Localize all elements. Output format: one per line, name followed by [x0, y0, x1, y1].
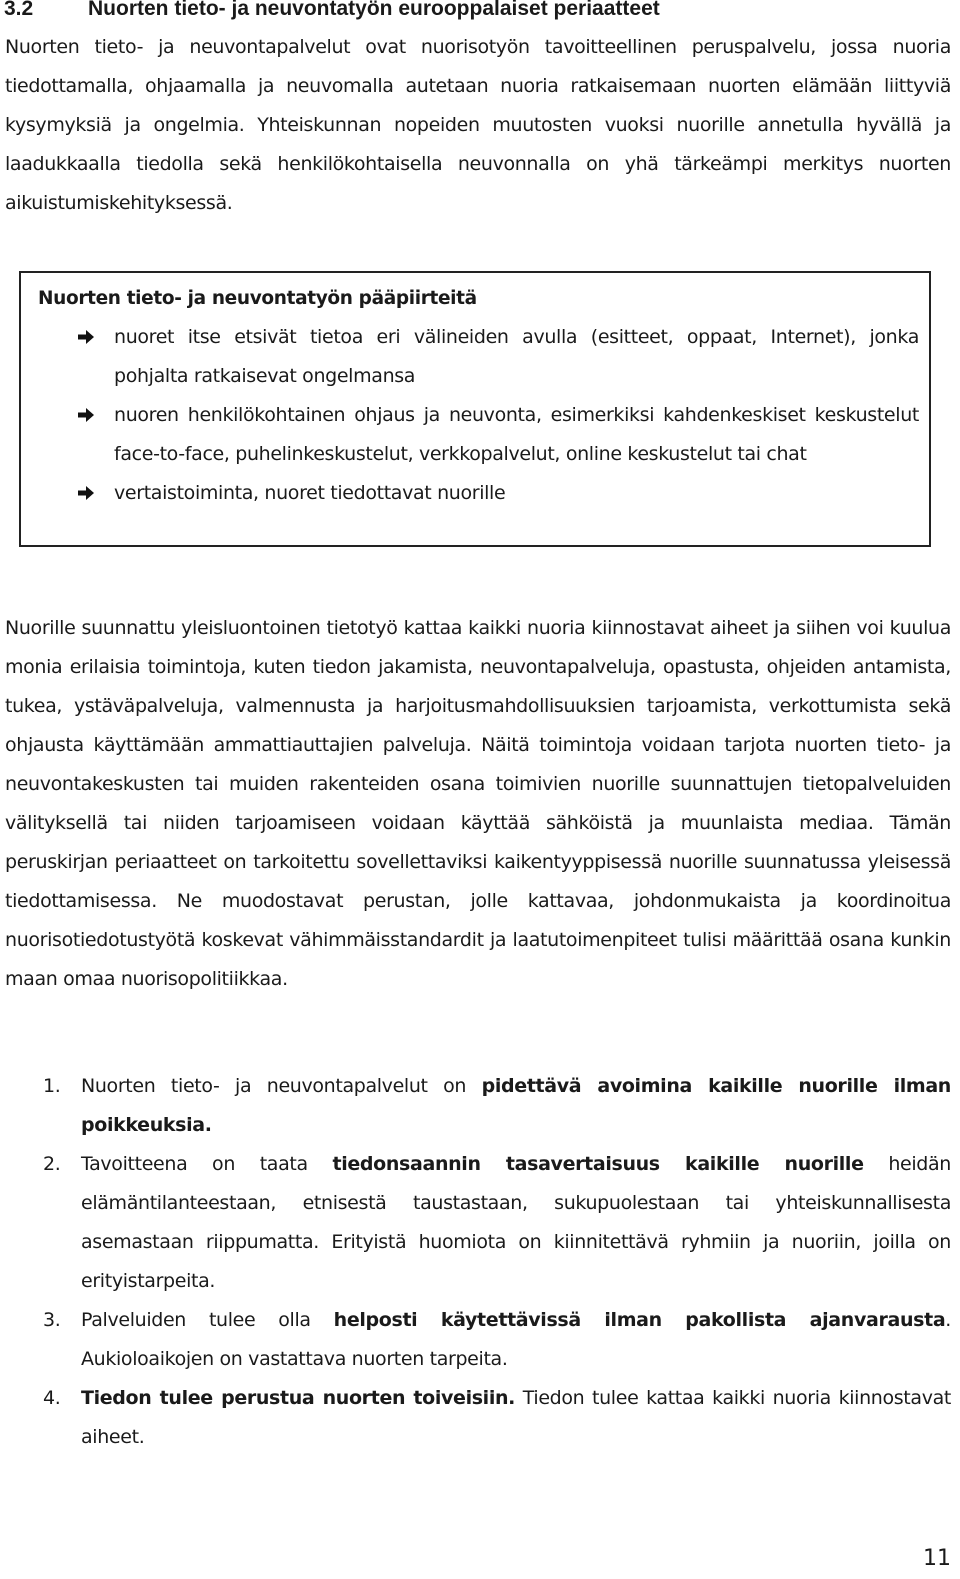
principle-item [0, 1067, 951, 1145]
principle-number: 3. [43, 1309, 61, 1331]
right-arrow-icon [77, 328, 95, 346]
section-title: Nuorten tieto- ja neuvontatyön eurooppalaiset periaatteet [88, 0, 660, 20]
features-item-text: vertaistoiminta, nuoret tiedottavat nuorille [114, 482, 506, 504]
principle-emphasis: helposti käytettävissä ilman pakollista ajanvarausta [333, 1309, 946, 1331]
principle-item [0, 1301, 951, 1379]
principle-lead: Palveluiden tulee olla [81, 1309, 334, 1331]
features-list [21, 318, 929, 513]
features-item-text: nuoret itse etsivät tietoa eri välineiden avulla (esitteet, oppaat, Internet), jonka pohjalta ratkaisevat ongelmansa [114, 326, 919, 387]
principle-item [0, 1379, 951, 1457]
principle-number: 1. [43, 1075, 61, 1097]
intro-paragraph: Nuorten tieto- ja neuvontapalvelut ovat nuorisotyön tavoitteellinen peruspalvelu, jossa nuoria tiedottamalla, ohjaamalla ja neuvomalla autetaan nuoria ratkaisemaan nuorten elämään liittyviä kysymyksiä ja ongelmia. Yhteiskunnan nopeiden muutosten vuoksi nuorille annetulla hyvällä ja laadukkaalla tiedolla sekä henkilökohtaisella neuvonnalla on yhä tärkeämpi merkitys nuorten aikuistumiskehityksessä. [5, 36, 951, 214]
principle-lead: Tavoitteena on taata [81, 1153, 333, 1175]
principle-number: 2. [43, 1153, 61, 1175]
page-number: 11 [923, 1546, 951, 1571]
principle-lead: Nuorten tieto- ja neuvontapalvelut on [81, 1075, 482, 1097]
principles-list [0, 1067, 951, 1457]
section-number: 3.2 [4, 0, 34, 20]
right-arrow-icon [77, 406, 95, 424]
principle-rest: heidän elämäntilanteestaan, etnisestä taustastaan, sukupuolestaan tai yhteiskunnallisesta asemastaan riippumatta. Erityistä huomiota on kiinnitettävä ryhmiin ja nuoriin, joilla on erityistarpeita. [81, 1153, 951, 1292]
principle-emphasis: Tiedon tulee perustua nuorten toiveisiin. [81, 1387, 516, 1409]
features-list-item [21, 318, 929, 396]
principle-number: 4. [43, 1387, 61, 1409]
principle-emphasis: tiedonsaannin tasavertaisuus kaikille nuorille [332, 1153, 864, 1175]
features-box [19, 271, 931, 547]
features-box-title: Nuorten tieto- ja neuvontatyön pääpiirteitä [38, 288, 477, 309]
features-list-item [21, 396, 929, 474]
features-item-text: nuoren henkilökohtainen ohjaus ja neuvonta, esimerkiksi kahdenkeskiset keskustelut face-to-face, puhelinkeskustelut, verkkopalvelut, online keskustelut tai chat [114, 404, 919, 465]
principle-emphasis: pidettävä avoimina kaikille nuorille ilman poikkeuksia. [81, 1075, 951, 1136]
features-list-item [21, 474, 929, 513]
principle-item [0, 1145, 951, 1301]
principle-rest: Tiedon tulee kattaa kaikki nuoria kiinnostavat aiheet. [81, 1387, 951, 1448]
section-heading [4, 0, 660, 22]
body-paragraph: Nuorille suunnattu yleisluontoinen tietotyö kattaa kaikki nuoria kiinnostavat aiheet ja siihen voi kuulua monia erilaisia toimintoja, kuten tiedon jakamista, neuvontapalveluja, opastusta, ohjeiden antamista, tukea, ystäväpalveluja, valmennusta ja harjoitusmahdollisuuksien tarjoamista, verkottumista sekä ohjausta käyttämään ammattiauttajien palveluja. Näitä toimintoja voidaan tarjota nuorten tieto- ja neuvontakeskusten tai muiden rakenteiden osana toimivien nuorille suunnattujen tietopalveluiden välityksellä tai niiden tarjoamiseen voidaan käyttää sähköistä ja muunlaista mediaa. Tämän peruskirjan periaatteet on tarkoitettu sovellettaviksi kaikentyyppisessä nuorille suunnatussa yleisessä tiedottamisessa. Ne muodostavat perustan, jolle kattavaa, johdonmukaista ja koordinoitua nuorisotiedotustyötä koskevat vähimmäisstandardit ja laatutoimenpiteet tulisi määrittää osana kunkin maan omaa nuorisopolitiikkaa. [5, 617, 951, 990]
right-arrow-icon [77, 484, 95, 502]
principle-rest: . Aukioloaikojen on vastattava nuorten tarpeita. [81, 1309, 951, 1370]
